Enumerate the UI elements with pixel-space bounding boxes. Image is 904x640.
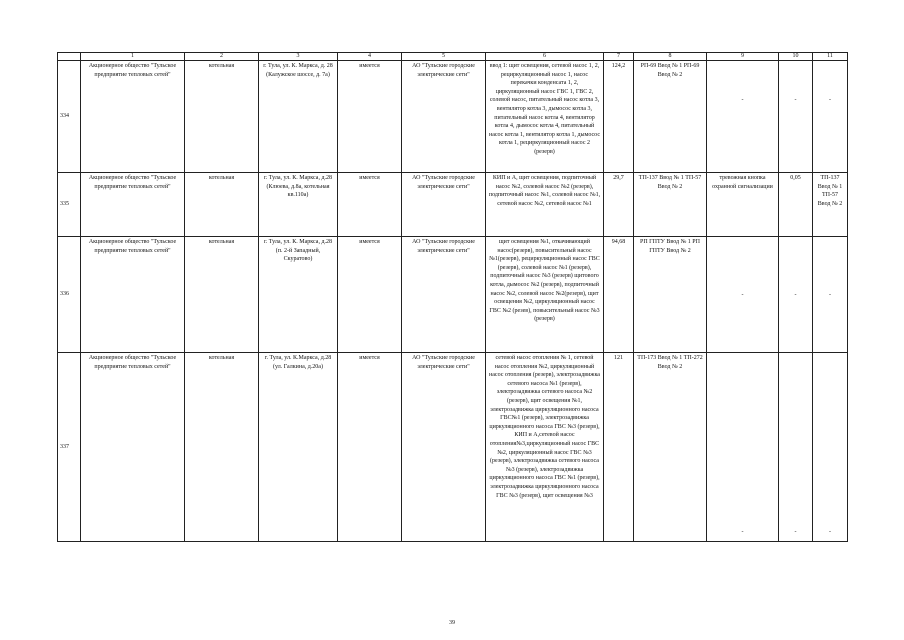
- organization-cell: Акционерное общество "Тульское предприятие тепловых сетей": [81, 353, 185, 542]
- address-cell: г. Тула, ул. К. Маркса, д. 28 (Калужское шоссе, д. 7а): [259, 61, 338, 173]
- supplier-cell: АО "Тульские городские электрические сети": [402, 173, 486, 237]
- header-cell: 3: [259, 53, 338, 61]
- address-cell: г. Тула, ул. К.Маркса, д.28 (ул. Галкина, д.20а): [259, 353, 338, 542]
- table-row: [58, 353, 848, 542]
- col10-cell: 0,05: [779, 173, 813, 237]
- col11-value: -: [829, 97, 831, 103]
- status-cell: имеется: [338, 173, 402, 237]
- inputs-cell: РП ГПТУ Ввод № 1 РП ГПТУ Ввод № 2: [634, 237, 707, 353]
- col9-value: -: [741, 292, 744, 298]
- organization-cell: Акционерное общество "Тульское предприятие тепловых сетей": [81, 173, 185, 237]
- object-type-cell: котельная: [185, 353, 259, 542]
- col11-cell: [813, 353, 848, 542]
- header-cell: 9: [707, 53, 779, 61]
- col9-value: -: [741, 97, 744, 103]
- row-number: 334: [58, 61, 81, 173]
- table-row: [58, 237, 848, 353]
- page-number: 39: [449, 620, 455, 626]
- object-type-cell: котельная: [185, 237, 259, 353]
- power-cell: 121: [604, 353, 634, 542]
- equipment-cell: щит освещения №1, откачивающий насос(резерв), повысительный насос №1(резерв), рециркуляционный насос ГВС (резерв), солевой насос №1 (резерв), подпиточный насос №3 (резерв) щитового котла, дымосос №2 (резерв), подпиточный насос №2, солевой насос №2(резерв), щит освещения №2, циркуляционный насос ГВС №2 (резев), повысительный насос №3 (резерв): [486, 237, 604, 353]
- status-cell: имеется: [338, 61, 402, 173]
- inputs-cell: РП-69 Ввод № 1 РП-69 Ввод № 2: [634, 61, 707, 173]
- header-cell: 6: [486, 53, 604, 61]
- col9-cell: [707, 353, 779, 542]
- inputs-cell: ТП-173 Ввод № 1 ТП-272 Ввод № 2: [634, 353, 707, 542]
- header-cell: 11: [813, 53, 848, 61]
- supplier-cell: АО "Тульские городские электрические сети": [402, 237, 486, 353]
- supplier-cell: АО "Тульские городские электрические сети": [402, 61, 486, 173]
- col10-value: -: [794, 529, 797, 535]
- col10-cell: [779, 61, 813, 173]
- row-number: 335: [58, 173, 81, 237]
- power-cell: 124,2: [604, 61, 634, 173]
- equipment-cell: сетевой насос отопления № 1, сетевой насос отопления №2, циркуляционный насос отопления (резерв), электрозадвижка сетевого насоса №1 (резерв), электрозадвижка сетевого насоса №2 (резерв), щит освещения №1, электрозадвижка циркуляционного насоса ГВС№1 (резерв), электрозадвижка циркуляционного насоса ГВС №3 (резерв), КИП и А,сетевой насос отопления№3,циркуляционный насос ГВС №2, циркуляционный насос ГВС №3 (резерв), электрозадвижка сетевого насоса №3 (резерв), электрозадвижка циркуляционного насоса ГВС №1 (резерв), электрозадвижка циркуляционного насоса ГВС №3 (резерв), щит освещения №3: [486, 353, 604, 542]
- object-type-cell: котельная: [185, 173, 259, 237]
- col11-value: -: [829, 529, 831, 535]
- status-cell: имеется: [338, 353, 402, 542]
- col11-cell: [813, 237, 848, 353]
- header-cell: 2: [185, 53, 259, 61]
- header-cell: 1: [81, 53, 185, 61]
- organization-cell: Акционерное общество "Тульское предприятие тепловых сетей": [81, 61, 185, 173]
- table-row: [58, 173, 848, 237]
- status-cell: имеется: [338, 237, 402, 353]
- row-number: 336: [58, 237, 81, 353]
- address-cell: г. Тула, ул. К. Маркса, д.28 (Клюева, д.8а, котельная кв.110а): [259, 173, 338, 237]
- col11-cell: [813, 61, 848, 173]
- registry-table: [57, 52, 848, 542]
- inputs-cell: ТП-137 Ввод № 1 ТП-57 Ввод № 2: [634, 173, 707, 237]
- power-cell: 94,68: [604, 237, 634, 353]
- col10-value: -: [794, 292, 797, 298]
- supplier-cell: АО "Тульские городские электрические сети": [402, 353, 486, 542]
- col11-value: -: [829, 292, 831, 298]
- col9-cell: [707, 237, 779, 353]
- column-number-header: [58, 53, 848, 61]
- organization-cell: Акционерное общество "Тульское предприятие тепловых сетей": [81, 237, 185, 353]
- header-cell: 7: [604, 53, 634, 61]
- col11-cell: ТП-137 Ввод № 1 ТП-57 Ввод № 2: [813, 173, 848, 237]
- table-row: [58, 61, 848, 173]
- address-cell: г. Тула, ул. К. Маркса, д.28 (п. 2-й Западный, Скуратово): [259, 237, 338, 353]
- power-cell: 29,7: [604, 173, 634, 237]
- col9-cell: [707, 61, 779, 173]
- col9-value: -: [741, 529, 744, 535]
- equipment-cell: ввод 1: щит освещения, сетевой насос 1, 2, рециркуляционный насос 1, насос перекачки конденсата 1, 2, циркуляционный насос ГВС 1, ГВС 2, солевой насос, питательный насос котла 3, вентилятор котла 3, дымосос котла 3, питательный насос котла 4, вентилятор котла 4, дымосос котла 4, питательный насос котла 1, вентилятор котла 1, дымосос котла 1, рециркуляционный насос 2 (резерв): [486, 61, 604, 173]
- header-cell: 8: [634, 53, 707, 61]
- header-cell: 4: [338, 53, 402, 61]
- object-type-cell: котельная: [185, 61, 259, 173]
- equipment-cell: КИП и А, щит освещения, подпиточный насос №2, солевой насос №2 (резерв), подпиточный насос №1, солевой насос №1, сетевой насос №2, сетевой насос №1: [486, 173, 604, 237]
- header-cell: 5: [402, 53, 486, 61]
- col10-cell: [779, 237, 813, 353]
- header-cell-blank: [58, 53, 81, 61]
- col10-cell: [779, 353, 813, 542]
- header-cell: 10: [779, 53, 813, 61]
- col9-cell: тревожная кнопка охранной сигнализации: [707, 173, 779, 237]
- col10-value: -: [794, 97, 797, 103]
- row-number: 337: [58, 353, 81, 542]
